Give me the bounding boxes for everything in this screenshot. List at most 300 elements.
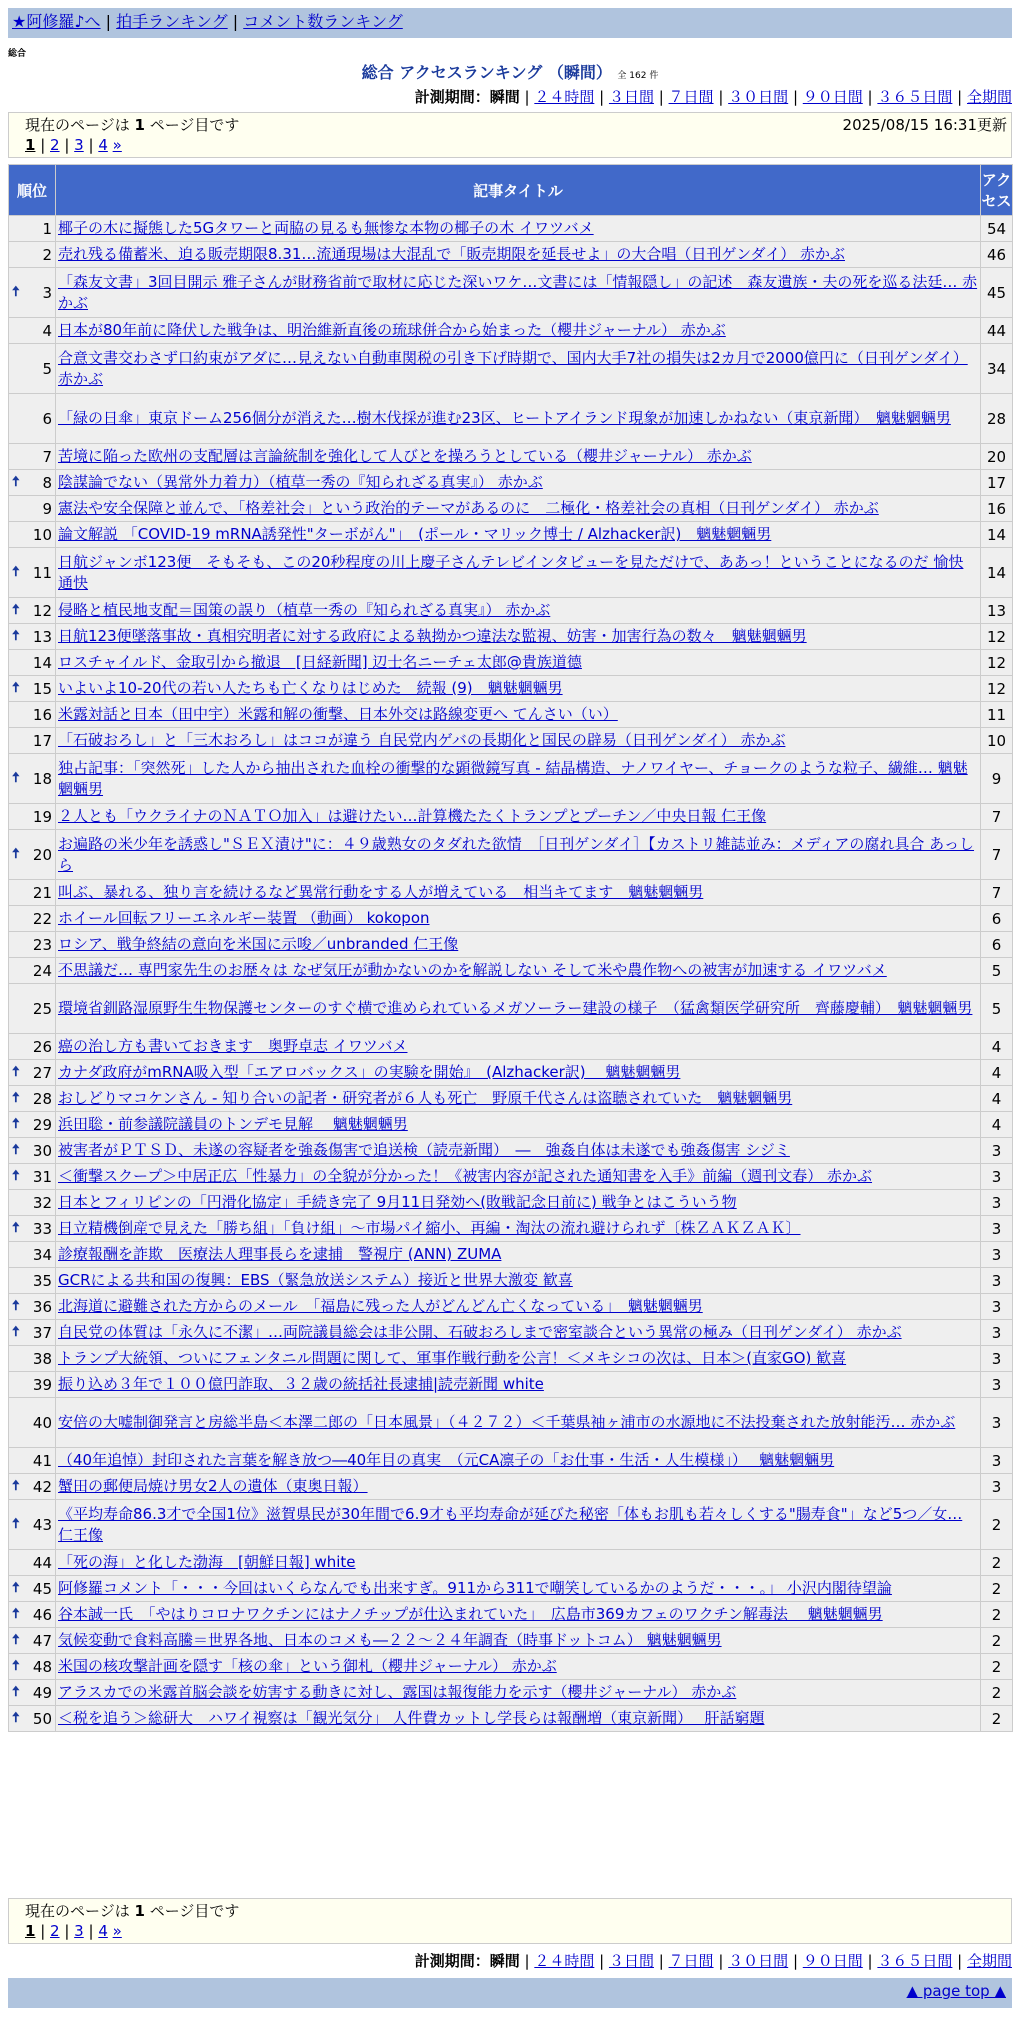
pagination-top [25, 135, 995, 155]
page-separator: | [35, 136, 51, 154]
period-separator: | [713, 1952, 729, 1970]
access-count: 9 [981, 754, 1013, 804]
title-cell [56, 344, 981, 394]
access-count: 3 [981, 1216, 1013, 1242]
pager-page-link[interactable]: 3 [74, 1922, 84, 1940]
rank-cell [9, 496, 56, 522]
access-count: 45 [981, 268, 1013, 318]
access-count: 6 [981, 906, 1013, 932]
rank-cell [9, 754, 56, 804]
title-cell [56, 1112, 981, 1138]
table-row [9, 1654, 1013, 1680]
title-cell [56, 1216, 981, 1242]
rank-number: 8 [42, 473, 52, 492]
rank-number: 28 [32, 1089, 52, 1108]
title-cell [56, 1550, 981, 1576]
rank-header: 順位 [9, 165, 56, 216]
article-title-link[interactable]: カナダ政府がmRNA吸入型「エアロバックス」の実験を開始』 (Alzhacker訳) 魑魅魍魎男 [58, 1063, 681, 1081]
access-count: 12 [981, 650, 1013, 676]
rank-number: 9 [42, 499, 52, 518]
article-title-link[interactable]: 米露対話と日本（田中宇）米露和解の衝撃、日本外交は路線変更へ てんさい（い） [58, 705, 618, 723]
page-info-bottom [8, 1898, 1012, 1944]
access-count: 5 [981, 984, 1013, 1034]
article-title-link[interactable]: おしどりマコケンさん - 知り合いの記者・研究者が６人も死亡 野原千代さんは盗聴されていた 魑魅魍魎男 [58, 1089, 793, 1107]
rank-number: 48 [32, 1657, 52, 1676]
pagination-bottom [25, 1921, 995, 1941]
title-cell [56, 216, 981, 242]
period-separator: | [519, 1952, 535, 1970]
period-option-link[interactable]: ２４時間 [534, 1952, 595, 1970]
access-count: 2 [981, 1500, 1013, 1550]
rank-cell [9, 1216, 56, 1242]
article-title-link[interactable]: 谷本誠一氏 「やはりコロナワクチンにはナノチップが仕込まれていた」 広島市369カフェのワクチン解毒法 魑魅魍魎男 [58, 1605, 883, 1623]
access-header: アクセス [981, 165, 1013, 216]
access-count: 2 [981, 1550, 1013, 1576]
rank-up-arrow-icon: 🠅 [12, 845, 20, 862]
rank-number: 26 [32, 1037, 52, 1056]
access-count: 3 [981, 1164, 1013, 1190]
title-cell [56, 548, 981, 598]
article-title-link[interactable]: 侵略と植民地支配＝国策の誤り（植草一秀の『知られざる真実』） 赤かぶ [58, 601, 551, 619]
rank-number: 46 [32, 1605, 52, 1624]
table-row [9, 1138, 1013, 1164]
period-separator: | [594, 88, 609, 106]
title-cell [56, 880, 981, 906]
rank-cell [9, 1448, 56, 1474]
rank-up-arrow-icon: 🠅 [12, 769, 20, 786]
period-option-link[interactable]: ３０日間 [728, 1952, 789, 1970]
title-cell [56, 1164, 981, 1190]
access-count: 3 [981, 1474, 1013, 1500]
table-row [9, 728, 1013, 754]
title-cell [56, 754, 981, 804]
table-row [9, 1164, 1013, 1190]
access-count: 14 [981, 522, 1013, 548]
article-title-link[interactable]: 不思議だ… 専門家先生のお歴々は なぜ気圧が動かないのかを解説しない そして米や農作物への被害が加速する イワツバメ [58, 961, 887, 979]
access-count: 3 [981, 1242, 1013, 1268]
rank-cell [9, 1500, 56, 1550]
rank-number: 5 [42, 359, 52, 378]
article-title-link[interactable]: 日本が80年前に降伏した戦争は、明治維新直後の琉球併合から始まった（櫻井ジャーナル） 赤かぶ [58, 321, 726, 339]
access-count: 4 [981, 1034, 1013, 1060]
rank-up-arrow-icon: 🠅 [12, 473, 20, 490]
page-separator: | [59, 1922, 75, 1940]
title-cell [56, 728, 981, 754]
article-title-link[interactable]: 蟹田の郵便局焼け男女2人の遺体（東奥日報） [58, 1477, 368, 1495]
rank-cell [9, 1474, 56, 1500]
rank-up-arrow-icon: 🠅 [12, 563, 20, 580]
rank-up-arrow-icon: 🠅 [12, 1167, 20, 1184]
article-title-link[interactable]: 日航ジャンボ123便 そもそも、この20秒程度の川上慶子さんテレビインタビューを見ただけで、ああっ！ということになるのだ 愉快通快 [58, 552, 964, 592]
title-cell [56, 958, 981, 984]
rank-cell [9, 1086, 56, 1112]
article-title-link[interactable]: 独占記事：「突然死」した人から抽出された血栓の衝撃的な顕微鏡写真 - 結晶構造、ナノワイヤー、チョークのような粒子、繊維… 魑魅魍魎男 [58, 758, 968, 798]
article-title-link[interactable]: 診療報酬を詐欺 医療法人理事長らを逮捕 警視庁 (ANN) ZUMA [58, 1245, 502, 1263]
rank-number: 43 [32, 1515, 52, 1534]
footer-bar [8, 1978, 1012, 2008]
rank-cell [9, 1576, 56, 1602]
article-title-link[interactable]: 日航123便墜落事故・真相究明者に対する政府による執拗かつ違法な監視、妨害・加害行為の数々 魑魅魍魎男 [58, 627, 807, 645]
rank-number: 37 [32, 1323, 52, 1342]
period-separator: | [594, 1952, 609, 1970]
page-title-text: 総合 アクセスランキング （瞬間） [361, 63, 612, 82]
rank-number: 27 [32, 1063, 52, 1082]
rank-up-arrow-icon: 🠅 [12, 627, 20, 644]
rank-number: 15 [32, 679, 52, 698]
rank-cell [9, 1164, 56, 1190]
access-count: 2 [981, 1628, 1013, 1654]
access-count: 3 [981, 1372, 1013, 1398]
article-title-link[interactable]: 憲法や安全保障と並んで、「格差社会」という政治的テーマがあるのに 二極化・格差社会の真相（日刊ゲンダイ） 赤かぶ [58, 499, 879, 517]
article-title-link[interactable]: ２人とも「ウクライナのＮＡＴＯ加入」は避けたい…計算機たたくトランプとプーチン／中央日報 仁王像 [58, 807, 767, 825]
article-title-link[interactable]: 「石破おろし」と「三木おろし」はココが違う 自民党内ゲバの長期化と国民の辟易（日刊ゲンダイ） 赤かぶ [58, 731, 786, 749]
period-option-link[interactable]: ３６５日間 [877, 88, 953, 106]
rank-number: 21 [32, 883, 52, 902]
period-separator: | [653, 1952, 669, 1970]
rank-number: 20 [32, 845, 52, 864]
title-cell [56, 984, 981, 1034]
title-cell [56, 1138, 981, 1164]
article-title-link[interactable]: 「緑の日傘」東京ドーム256個分が消えた…樹木伐採が進む23区、ヒートアイランド現象が加速しかねない（東京新聞） 魑魅魍魎男 [58, 409, 951, 427]
rank-cell [9, 470, 56, 496]
access-count: 7 [981, 880, 1013, 906]
article-title-link[interactable]: 日立精機倒産で見えた「勝ち組」「負け組」～市場パイ縮小、再編・淘汰の流れ避けられず〔株ＺＡＫＺＡＫ〕 [58, 1219, 801, 1237]
article-title-link[interactable]: ロスチャイルド、金取引から撤退 [日経新聞] 辺士名ニーチェ太郎@貴族道德 [58, 653, 582, 671]
pager-next-link[interactable]: » [112, 1922, 122, 1940]
rank-up-arrow-icon: 🠅 [12, 1297, 20, 1314]
article-title-link[interactable]: お遍路の米少年を誘惑し"ＳＥＸ漬け"に：４９歳熟女のタダれた欲情 ［日刊ゲンダイ］【カストリ雑誌並み：メディアの腐れ具合 あっしら [58, 834, 975, 874]
rank-cell [9, 1112, 56, 1138]
rank-cell [9, 1398, 56, 1448]
article-title-link[interactable]: 被害者がＰＴＳＤ、未遂の容疑者を強姦傷害で追送検（読売新聞） ― 強姦自体は未遂でも強姦傷害 シジミ [58, 1141, 790, 1159]
access-count: 3 [981, 1190, 1013, 1216]
page-separator: | [83, 136, 99, 154]
article-title-link[interactable]: ロシア、戦争終結の意向を米国に示唆／unbranded 仁王像 [58, 935, 459, 953]
article-title-link[interactable]: 「死の海」と化した渤海 [朝鮮日報] white [58, 1553, 356, 1571]
rank-cell [9, 1268, 56, 1294]
rank-number: 33 [32, 1219, 52, 1238]
access-count: 20 [981, 444, 1013, 470]
rank-number: 40 [32, 1413, 52, 1432]
page-info-prefix: 現在のページは [25, 116, 130, 134]
access-count: 12 [981, 624, 1013, 650]
rank-up-arrow-icon: 🠅 [12, 1579, 20, 1596]
table-row [9, 1500, 1013, 1550]
rank-cell [9, 984, 56, 1034]
table-row [9, 1294, 1013, 1320]
article-title-link[interactable]: 自民党の体質は「永久に不潔」…両院議員総会は非公開、石破おろしまで密室談合という異常の極み（日刊ゲンダイ） 赤かぶ [58, 1323, 902, 1341]
page-title-area [0, 60, 1020, 83]
rank-number: 31 [32, 1167, 52, 1186]
rank-cell [9, 906, 56, 932]
updated-timestamp: 2025/08/15 16:31更新 [842, 116, 1007, 134]
article-title-link[interactable]: 振り込め３年で１００億円詐取、３２歳の統括社長逮捕|読売新聞 white [58, 1375, 544, 1393]
title-cell [56, 268, 981, 318]
article-title-link[interactable]: トランプ大統領、ついにフェンタニル問題に関して、軍事作戦行動を公言！＜メキシコの次は、日本＞(直家GO) 歓喜 [58, 1349, 847, 1367]
article-title-link[interactable]: 日本とフィリピンの「円滑化協定」手続き完了 9月11日発効へ(敗戦記念日前に) 戦争とはこういう物 [58, 1193, 737, 1211]
table-row [9, 1242, 1013, 1268]
page-top-link[interactable]: ▲ page top ▲ [906, 1982, 1006, 2000]
article-title-link[interactable]: 陰謀論でない（異常外力着力）（植草一秀の『知られざる真実』） 赤かぶ [58, 473, 543, 491]
ranking-table [8, 164, 1013, 1732]
rank-cell [9, 624, 56, 650]
article-title-link[interactable]: 気候変動で食料高騰＝世界各地、日本のコメも―２２～２４年調査（時事ドットコム） 魑魅魍魎男 [58, 1631, 722, 1649]
title-cell [56, 1190, 981, 1216]
rank-cell [9, 522, 56, 548]
rank-number: 22 [32, 909, 52, 928]
period-separator: | [862, 88, 878, 106]
period-separator: | [952, 88, 967, 106]
title-cell [56, 1602, 981, 1628]
period-selector-top [415, 86, 1012, 107]
title-cell [56, 444, 981, 470]
title-cell [56, 1680, 981, 1706]
rank-cell [9, 1034, 56, 1060]
access-count: 28 [981, 394, 1013, 444]
rank-up-arrow-icon: 🠅 [12, 1683, 20, 1700]
rank-cell [9, 676, 56, 702]
period-option-link[interactable]: ９０日間 [802, 88, 863, 106]
rank-number: 38 [32, 1349, 52, 1368]
table-row [9, 906, 1013, 932]
rank-cell [9, 1138, 56, 1164]
period-option-link[interactable]: ９０日間 [802, 1952, 863, 1970]
article-title-link[interactable]: 「森友文書」3回目開示 雅子さんが財務省前で取材に応じた深いワケ…文書には「情報隠し」の記述 森友遺族・夫の死を巡る法廷… 赤かぶ [58, 272, 978, 312]
rank-cell [9, 1628, 56, 1654]
article-title-link[interactable]: ＜衝撃スクープ＞中居正広「性暴力」の全貌が分かった！《被害内容が記された通知書を入手》前編（週刊文春） 赤かぶ [58, 1167, 873, 1185]
access-count: 3 [981, 1448, 1013, 1474]
period-option-link[interactable]: ７日間 [668, 88, 714, 106]
article-title-link[interactable]: 米国の核攻撃計画を隠す「核の傘」という御札（櫻井ジャーナル） 赤かぶ [58, 1657, 557, 1675]
rank-number: 11 [32, 563, 52, 582]
rank-number: 2 [42, 245, 52, 264]
access-count: 14 [981, 548, 1013, 598]
table-row [9, 242, 1013, 268]
rank-cell [9, 1680, 56, 1706]
rank-up-arrow-icon: 🠅 [12, 679, 20, 696]
article-title-link[interactable]: 環境省釧路湿原野生生物保護センターのすぐ横で進められているメガソーラー建設の様子 （猛禽類医学研究所 齊藤慶輔） 魑魅魍魎男 [58, 999, 973, 1017]
article-title-link[interactable]: （40年追悼）封印された言葉を解き放つ―40年目の真実 （元CA凛子の「お仕事・生活・人生模様」） 魑魅魍魎男 [58, 1451, 835, 1469]
rank-number: 12 [32, 601, 52, 620]
pager-current-page: 1 [25, 1922, 36, 1940]
rank-cell [9, 1602, 56, 1628]
period-separator: | [653, 88, 669, 106]
article-title-link[interactable]: いよいよ10-20代の若い人たちも亡くなりはじめた 続報 (9) 魑魅魍魎男 [58, 679, 563, 697]
article-title-link[interactable]: 浜田聡・前参議院議員のトンデモ見解 魑魅魍魎男 [58, 1115, 408, 1133]
article-title-link[interactable]: 阿修羅コメント「・・・今回はいくらなんでも出来すぎ。911から311で嘲笑しているかのようだ・・・。」 小沢内閣待望論 [58, 1579, 892, 1597]
period-option-link[interactable]: ２４時間 [534, 88, 595, 106]
access-count: 4 [981, 1086, 1013, 1112]
article-title-link[interactable]: ホイール回転フリーエネルギー装置 （動画） kokopon [58, 909, 430, 927]
section-label: 総合 [8, 49, 27, 59]
page-separator: | [35, 1922, 51, 1940]
table-row [9, 1576, 1013, 1602]
period-separator: | [519, 88, 535, 106]
rank-number: 41 [32, 1451, 52, 1470]
table-row [9, 830, 1013, 880]
rank-number: 7 [42, 447, 52, 466]
table-row [9, 1628, 1013, 1654]
title-cell [56, 1500, 981, 1550]
access-count: 4 [981, 1060, 1013, 1086]
page-info-top [8, 112, 1012, 158]
period-current: 瞬間 [489, 88, 520, 106]
rank-number: 24 [32, 961, 52, 980]
title-cell [56, 598, 981, 624]
article-title-link[interactable]: ＜税を追う＞総研大 ハワイ視察は「観光気分」 人件費カットし学長らは報酬増（東京新聞） 肝話窮題 [58, 1709, 765, 1727]
rank-up-arrow-icon: 🠅 [12, 1063, 20, 1080]
access-count: 3 [981, 1294, 1013, 1320]
article-title-link[interactable]: 癌の治し方も書いておきます 奥野卓志 イワツバメ [58, 1037, 408, 1055]
nav-separator: | [105, 12, 112, 31]
title-cell [56, 702, 981, 728]
access-count: 6 [981, 932, 1013, 958]
page-separator: | [83, 1922, 99, 1940]
article-title-link[interactable]: 合意文書交わさず口約束がアダに…見えない自動車関税の引き下げ時期で、国内大手7社の損失は2カ月で2000億円に（日刊ゲンダイ） 赤かぶ [58, 348, 968, 388]
access-count: 34 [981, 344, 1013, 394]
rank-cell [9, 318, 56, 344]
rank-cell [9, 1242, 56, 1268]
rank-number: 29 [32, 1115, 52, 1134]
title-cell [56, 1346, 981, 1372]
access-count: 11 [981, 702, 1013, 728]
pager-next-link[interactable]: » [112, 136, 122, 154]
article-title-link[interactable]: アラスカでの米露首脳会談を妨害する動きに対し、露国は報復能力を示す（櫻井ジャーナル） 赤かぶ [58, 1683, 737, 1701]
rank-cell [9, 880, 56, 906]
rank-cell [9, 1190, 56, 1216]
title-cell [56, 650, 981, 676]
rank-cell [9, 598, 56, 624]
rank-cell [9, 1320, 56, 1346]
table-row [9, 522, 1013, 548]
article-title-link[interactable]: 売れ残る備蓄米、迫る販売期限8.31…流通現場は大混乱で「販売期限を延長せよ」の大合唱（日刊ゲンダイ） 赤かぶ [58, 245, 845, 263]
title-cell [56, 1086, 981, 1112]
home-link[interactable]: ★阿修羅♪へ [12, 12, 101, 31]
title-cell [56, 470, 981, 496]
rank-up-arrow-icon: 🠅 [12, 1477, 20, 1494]
article-title-link[interactable]: 叫ぶ、暴れる、独り言を続けるなど異常行動をする人が増えている 相当キてます 魑魅魍魎男 [58, 883, 704, 901]
table-row [9, 216, 1013, 242]
period-separator: | [952, 1952, 967, 1970]
rank-cell [9, 344, 56, 394]
article-title-link[interactable]: 北海道に避難された方からのメール 「福島に残った人がどんどん亡くなっている」 魑魅魍魎男 [58, 1297, 703, 1315]
access-count: 13 [981, 598, 1013, 624]
access-count: 7 [981, 830, 1013, 880]
title-cell [56, 906, 981, 932]
rank-number: 23 [32, 935, 52, 954]
access-count: 5 [981, 958, 1013, 984]
pager-page-link[interactable]: 2 [50, 136, 60, 154]
rank-up-arrow-icon: 🠅 [12, 1709, 20, 1726]
rank-cell [9, 958, 56, 984]
rank-cell [9, 650, 56, 676]
current-page-number: 1 [134, 1902, 145, 1920]
article-title-link[interactable]: GCRによる共和国の復興：EBS（緊急放送システム）接近と世界大激変 歓喜 [58, 1271, 573, 1289]
period-separator: | [862, 1952, 878, 1970]
table-row [9, 1086, 1013, 1112]
rank-up-arrow-icon: 🠅 [12, 1219, 20, 1236]
table-row [9, 1268, 1013, 1294]
table-row [9, 496, 1013, 522]
access-count: 12 [981, 676, 1013, 702]
table-row [9, 754, 1013, 804]
rank-number: 19 [32, 807, 52, 826]
period-option-link[interactable]: 全期間 [966, 88, 1012, 106]
article-title-link[interactable]: 《平均寿命86.3才で全国1位》滋賀県民が30年間で6.9才も平均寿命が延びた秘密「体もお肌も若々しくする"腸寿食"」など5つ／女… 仁王像 [58, 1504, 963, 1544]
access-count: 4 [981, 1112, 1013, 1138]
period-option-link[interactable]: 全期間 [966, 1952, 1012, 1970]
period-option-link[interactable]: ３日間 [608, 1952, 654, 1970]
period-separator: | [713, 88, 729, 106]
rank-cell [9, 932, 56, 958]
rank-number: 50 [32, 1709, 52, 1728]
title-cell [56, 1242, 981, 1268]
period-option-link[interactable]: ３６５日間 [877, 1952, 953, 1970]
period-option-link[interactable]: ７日間 [668, 1952, 714, 1970]
period-option-link[interactable]: ３０日間 [728, 88, 789, 106]
table-row [9, 1680, 1013, 1706]
total-count: 全 162 件 [617, 71, 659, 81]
period-label: 計測期間： [414, 88, 490, 106]
pager-current-page: 1 [25, 136, 36, 154]
article-title-link[interactable]: 椰子の木に擬態した5Gタワーと両脇の見るも無惨な本物の椰子の木 イワツバメ [58, 219, 594, 237]
table-row [9, 548, 1013, 598]
rank-number: 44 [32, 1553, 52, 1572]
rank-number: 45 [32, 1579, 52, 1598]
article-title-link[interactable]: 苦境に陥った欧州の支配層は言論統制を強化して人びとを操ろうとしている（櫻井ジャーナル） 赤かぶ [58, 447, 752, 465]
access-count: 2 [981, 1706, 1013, 1732]
table-row [9, 318, 1013, 344]
title-cell [56, 1576, 981, 1602]
rank-number: 47 [32, 1631, 52, 1650]
applause-ranking-link[interactable]: 拍手ランキング [116, 12, 228, 31]
period-separator: | [788, 1952, 803, 1970]
table-row [9, 470, 1013, 496]
rank-up-arrow-icon: 🠅 [12, 1631, 20, 1648]
title-cell [56, 1060, 981, 1086]
title-cell [56, 1372, 981, 1398]
comment-ranking-link[interactable]: コメント数ランキング [243, 12, 403, 31]
article-title-link[interactable]: 論文解説 「COVID-19 mRNA誘発性"ターボがん"」 (ポール・マリック博士 / Alzhacker訳) 魑魅魍魎男 [58, 525, 772, 543]
access-count: 3 [981, 1346, 1013, 1372]
pager-page-link[interactable]: 3 [74, 136, 84, 154]
access-count: 54 [981, 216, 1013, 242]
rank-up-arrow-icon: 🠅 [12, 601, 20, 618]
title-cell [56, 1398, 981, 1448]
pager-page-link[interactable]: 2 [50, 1922, 60, 1940]
access-count: 3 [981, 1268, 1013, 1294]
table-row [9, 444, 1013, 470]
table-row [9, 598, 1013, 624]
title-cell [56, 496, 981, 522]
article-title-link[interactable]: 安倍の大嘘制御発言と房総半島＜本澤二郎の「日本風景」（４２７２）＜千葉県袖ヶ浦市の水源地に不法投棄された放射能汚… 赤かぶ [58, 1413, 956, 1431]
access-count: 3 [981, 1398, 1013, 1448]
table-row [9, 1320, 1013, 1346]
pager-page-link[interactable]: 4 [98, 136, 108, 154]
period-option-link[interactable]: ３日間 [608, 88, 654, 106]
pager-page-link[interactable]: 4 [98, 1922, 108, 1940]
title-cell [56, 804, 981, 830]
table-row [9, 1474, 1013, 1500]
rank-number: 6 [42, 409, 52, 428]
rank-cell [9, 1550, 56, 1576]
table-row [9, 804, 1013, 830]
current-page-number: 1 [134, 116, 145, 134]
rank-cell [9, 702, 56, 728]
table-row [9, 1602, 1013, 1628]
access-count: 2 [981, 1680, 1013, 1706]
title-cell [56, 1706, 981, 1732]
